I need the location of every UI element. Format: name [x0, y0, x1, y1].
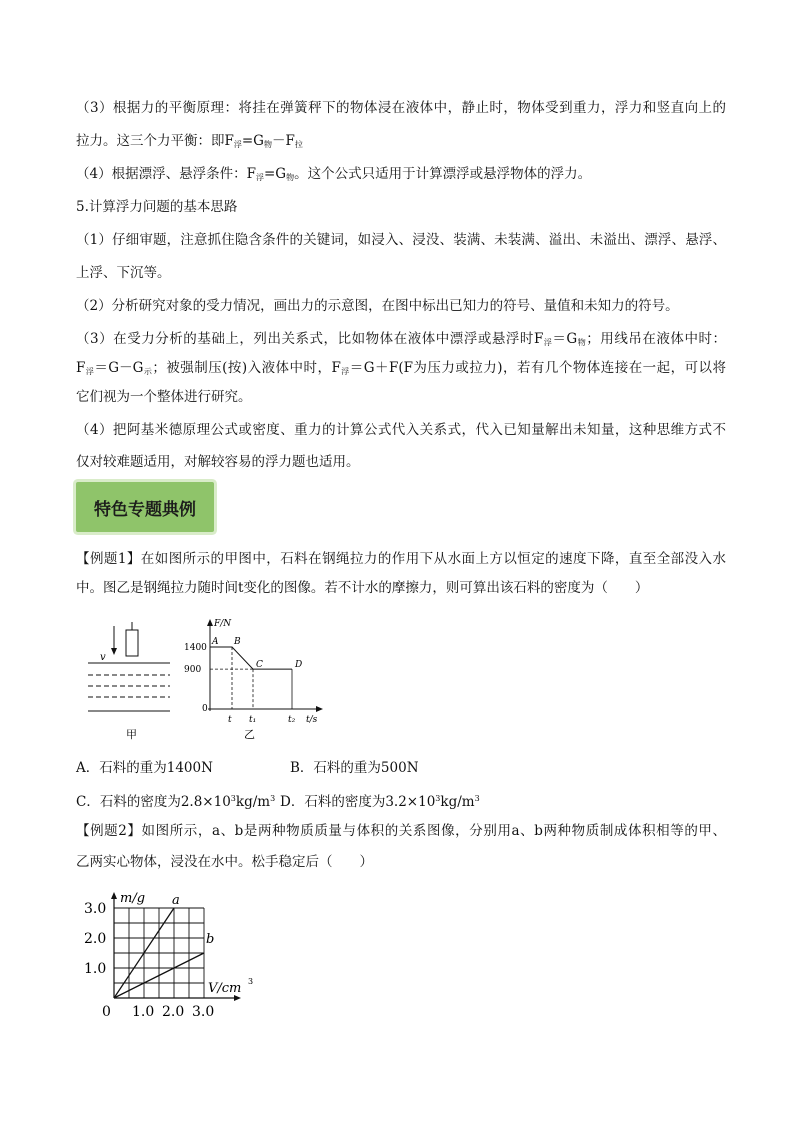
origin-label: 0 — [202, 704, 208, 714]
x-axis-label-exponent: 3 — [248, 977, 254, 986]
text: －F — [271, 133, 295, 149]
step-3-line-2 — [76, 358, 726, 382]
subscript: 浮 — [85, 367, 95, 376]
text: （4）根据漂浮、悬浮条件：F — [76, 166, 256, 182]
text: =G — [241, 133, 264, 149]
para-4 — [76, 164, 726, 188]
subscript: 拉 — [294, 140, 303, 149]
section-5-title: 5.计算浮力问题的基本思路 — [76, 199, 238, 215]
x-tick-label: 3.0 — [192, 1004, 215, 1020]
subscript: 浮 — [233, 140, 242, 149]
option-d[interactable] — [280, 789, 480, 812]
point-label: B — [234, 637, 241, 647]
para-3-line-2 — [76, 131, 726, 155]
figure-jia — [86, 620, 186, 745]
example-2-line-2: 乙两实心物体，浸没在水中。松手稳定后（ ） — [76, 854, 373, 870]
series-label-b: b — [206, 932, 215, 947]
point-label: D — [295, 660, 303, 671]
subscript: 浮 — [543, 338, 553, 347]
text: kg/m — [235, 794, 271, 810]
superscript: 3 — [474, 794, 480, 803]
text: ；被强制压(按)入液体中时，F — [152, 360, 341, 376]
figure-yi-caption: 乙 — [244, 728, 255, 741]
x-tick-label: t — [228, 715, 232, 725]
section-banner: 特色专题典例 — [76, 482, 214, 532]
origin-label: 0 — [102, 1004, 111, 1020]
step-1-line-1: （1）仔细审题，注意抓住隐含条件的关键词，如浸入、浸没、装满、未装满、溢出、未溢出、漂浮、悬浮、 — [76, 232, 726, 248]
y-axis-arrow — [111, 892, 117, 899]
step-4-line-1: （4）把阿基米德原理公式或密度、重力的计算公式代入关系式，代入已知量解出未知量，这种思维方式不 — [76, 422, 726, 438]
example-2-line-1: 【例题2】如图所示，a、b是两种物质质量与体积的关系图像，分别用a、b两种物质制成体积相等的甲、 — [76, 823, 726, 839]
subscript: 示 — [143, 367, 153, 376]
option-a[interactable]: A．石料的重为1400N — [76, 760, 213, 776]
x-tick-label: t₁ — [249, 715, 257, 725]
x-tick-label: 2.0 — [162, 1004, 185, 1020]
step-2: （2）分析研究对象的受力情况，画出力的示意图，在图中标出已知力的符号、量值和未知力的符号。 — [76, 298, 679, 314]
step-3-line-3: 它们视为一个整体进行研究。 — [76, 389, 252, 405]
x-axis-arrow — [316, 706, 323, 712]
option-b[interactable]: B．石料的重为500N — [290, 760, 419, 776]
x-axis-label: t/s — [306, 715, 318, 725]
velocity-arrowhead — [111, 648, 117, 655]
superscript: 3 — [270, 794, 276, 803]
superscript: 3 — [230, 794, 236, 803]
step-3-line-1 — [76, 329, 726, 353]
stone-block — [126, 630, 138, 656]
text: 拉力。这三个力平衡：即F — [76, 133, 234, 149]
text: D．石料的密度为3.2×10 — [280, 794, 436, 810]
y-tick-label: 1.0 — [84, 961, 107, 977]
x-tick-label: 1.0 — [132, 1004, 155, 1020]
figure-jia-caption: 甲 — [126, 728, 137, 741]
point-label: A — [212, 637, 219, 647]
option-c[interactable] — [76, 789, 275, 812]
step-4-line-2: 仅对较难题适用，对解较容易的浮力题也适用。 — [76, 454, 360, 470]
series-label-a: a — [172, 893, 180, 908]
step-1-line-2: 上浮、下沉等。 — [76, 265, 171, 281]
y-axis-arrow — [207, 619, 213, 626]
text: ＝G — [552, 331, 578, 347]
y-tick-label: 900 — [184, 665, 202, 676]
y-axis-label: F/N — [214, 619, 232, 629]
velocity-label: v — [100, 652, 106, 663]
y-axis-label: m/g — [120, 891, 146, 906]
subscript: 物 — [577, 338, 587, 347]
text: ；用线吊在液体中时： — [586, 331, 727, 347]
text: ＝G－G — [94, 360, 144, 376]
force-line — [210, 647, 292, 669]
y-tick-label: 1400 — [184, 643, 207, 653]
para-3-line-1: （3）根据力的平衡原理：将挂在弹簧秤下的物体浸在液体中，静止时，物体受到重力，浮力和竖直向上的 — [76, 100, 726, 116]
text: =G — [263, 166, 287, 182]
x-tick-label: t₂ — [288, 715, 296, 725]
text: kg/m — [440, 794, 475, 810]
text: （3）在受力分析的基础上，列出关系式，比如物体在液体中漂浮或悬浮时F — [76, 331, 544, 347]
subscript: 物 — [263, 140, 272, 149]
subscript: 浮 — [255, 173, 264, 182]
x-axis-label: V/cm — [208, 981, 242, 996]
text: 。这个公式只适用于计算漂浮或悬浮物体的浮力。 — [294, 166, 592, 182]
superscript: 3 — [435, 794, 441, 803]
figure-yi — [180, 614, 330, 744]
subscript: 浮 — [340, 367, 350, 376]
y-tick-label: 2.0 — [84, 931, 107, 947]
text: C．石料的密度为2.8×10 — [76, 794, 231, 810]
example-1-line-2: 中。图乙是钢绳拉力随时间t变化的图像。若不计水的摩擦力，则可算出该石料的密度为（ ） — [76, 580, 649, 596]
subscript: 物 — [286, 173, 295, 182]
text: ＝G＋F(F为压力或拉力)，若有几个物体连接在一起，可以将 — [349, 360, 727, 376]
example-1-line-1: 【例题1】在如图所示的甲图中，石料在钢绳拉力的作用下从水面上方以恒定的速度下降，直至全部没入水 — [76, 551, 726, 567]
y-tick-label: 3.0 — [84, 901, 107, 917]
mass-volume-chart — [80, 880, 260, 1030]
point-label: C — [256, 660, 263, 671]
text: F — [76, 360, 86, 376]
